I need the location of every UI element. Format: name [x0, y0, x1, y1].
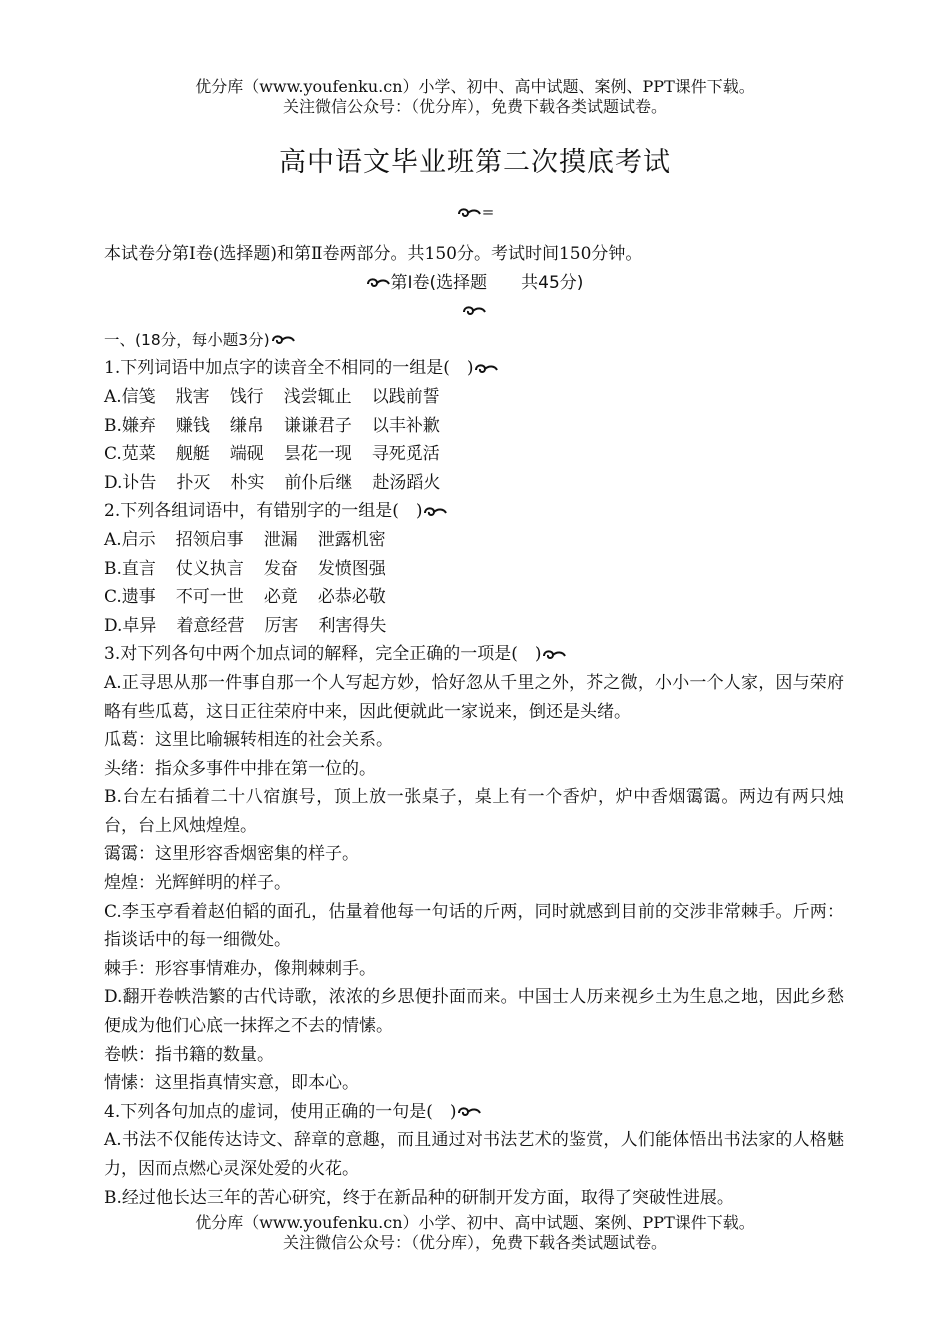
- question-4-stem-text: 4.下列各句加点的虚词，使用正确的一句是( ): [104, 1101, 457, 1122]
- question-1-stem: [104, 354, 844, 383]
- q2-option-c: [104, 583, 844, 612]
- footer-line-2: 关注微信公众号：（优分库），免费下载各类试题试卷。: [282, 1233, 667, 1252]
- q1-option-b: [104, 412, 844, 441]
- q4-option-b: B.经过他长达三年的苦心研究，终于在新品种的研制开发方面，取得了突破性进展。: [104, 1187, 734, 1208]
- header-line-1: 优分库（www.youfenku.cn）小学、初中、高中试题、案例、PPT课件下载。: [195, 77, 755, 96]
- q1-option-c: [104, 440, 844, 469]
- option-word: 必恭必敬: [317, 587, 386, 608]
- header-line-2: 关注微信公众号：（优分库），免费下载各类试题试卷。: [282, 97, 667, 116]
- q1-option-d: [104, 469, 844, 498]
- option-word: 厉害: [264, 615, 299, 636]
- option-word: 昙花一现: [283, 444, 352, 465]
- option-word: 端砚: [229, 444, 264, 465]
- q3-option-b: B.台左右插着二十八宿旗号，顶上放一张桌子，桌上有一个香炉，炉中香烟霭霭。两边有两只烛台，台上风烛煌煌。: [104, 787, 844, 836]
- q3-option-a: A.正寻思从那一件事自那一个人写起方妙，恰好忽从千里之外，芥之微，小小一个人家，因与荣府略有些瓜葛，这日正往荣府中来，因此便就此一家说来，倒还是头绪。: [104, 672, 844, 722]
- option-word: 朴实: [230, 472, 265, 493]
- exam-body: [104, 240, 844, 1212]
- swirl-icon: [461, 304, 487, 318]
- option-word: 仗义执言: [175, 558, 244, 579]
- q3-note-a2: 头绪：指众多事件中排在第一位的。: [104, 758, 376, 779]
- q3-note-d2: 情愫：这里指真情实意，即本心。: [104, 1073, 359, 1094]
- option-word: A.启示: [104, 529, 156, 550]
- option-word: 赚钱: [175, 415, 210, 436]
- option-word: 寻死觅活: [371, 444, 440, 465]
- section-1-heading: [104, 326, 844, 355]
- option-word: 戕害: [175, 386, 210, 407]
- option-word: 发愤图强: [317, 558, 386, 579]
- option-word: 谦谦君子: [283, 415, 352, 436]
- section-1-heading-text: 一、(18分，每小题3分): [104, 330, 270, 349]
- option-word: B.直言: [104, 558, 156, 579]
- option-word: 必竟: [263, 587, 298, 608]
- q4-option-a: A.书法不仅能传达诗文、辞章的意趣，而且通过对书法艺术的鉴赏，人们能体悟出书法家的人格魅力，因而点燃心灵深处爱的火花。: [104, 1130, 844, 1179]
- question-3-stem: [104, 640, 844, 669]
- q3-note-c1: 棘手：形容事情难办，像荆棘刺手。: [104, 958, 376, 979]
- q3-option-c: C.李玉亭看着赵伯韬的面孔，估量着他每一句话的斤两，同时就感到目前的交涉非常棘手。斤两：指谈话中的每一细微处。: [104, 901, 844, 951]
- option-word: 缣帛: [229, 415, 264, 436]
- ornament-text: =: [481, 203, 495, 221]
- exam-intro: 本试卷分第Ⅰ卷(选择题)和第Ⅱ卷两部分。共150分。考试时间150分钟。: [104, 244, 643, 264]
- option-word: 赴汤蹈火: [372, 472, 441, 493]
- swirl-icon: [456, 1105, 482, 1119]
- question-1-stem-text: 1.下列词语中加点字的读音全不相同的一组是( ): [104, 358, 474, 379]
- page-title: 高中语文毕业班第二次摸底考试: [279, 147, 671, 178]
- footer-line-1: 优分库（www.youfenku.cn）小学、初中、高中试题、案例、PPT课件下载。: [195, 1213, 755, 1232]
- question-2-stem: [104, 497, 844, 526]
- q2-option-d: [104, 612, 844, 641]
- q3-note-b1: 霭霭：这里形容香烟密集的样子。: [104, 844, 359, 865]
- option-word: 扑灭: [176, 472, 211, 493]
- option-word: C.遗事: [104, 587, 156, 608]
- option-word: 饯行: [229, 386, 264, 407]
- ornament-mark: [0, 203, 950, 221]
- swirl-icon: [270, 333, 296, 347]
- option-word: 不可一世: [175, 587, 244, 608]
- q2-option-a: [104, 526, 844, 555]
- q2-option-b: [104, 555, 844, 584]
- option-word: C.苋菜: [104, 444, 156, 465]
- question-1-options: [104, 383, 844, 497]
- part1-heading-text: 第Ⅰ卷(选择题 共45分): [390, 272, 584, 293]
- swirl-icon: [541, 648, 567, 662]
- swirl-icon: [456, 206, 482, 220]
- option-word: D.讣告: [104, 472, 157, 493]
- option-word: 着意经营: [176, 615, 245, 636]
- question-2-stem-text: 2.下列各组词语中，有错别字的一组是( ): [104, 501, 423, 522]
- option-word: B.嫌弃: [104, 415, 156, 436]
- option-word: 浅尝辄止: [283, 386, 352, 407]
- ornament-row: [104, 297, 844, 326]
- swirl-icon: [422, 505, 448, 519]
- option-word: 利害得失: [318, 615, 387, 636]
- swirl-icon: [365, 276, 391, 290]
- q3-note-d1: 卷帙：指书籍的数量。: [104, 1044, 274, 1065]
- option-word: 发奋: [263, 558, 298, 579]
- question-2-options: [104, 526, 844, 640]
- option-word: 舰艇: [175, 444, 210, 465]
- option-word: A.信笺: [104, 386, 156, 407]
- option-word: 泄露机密: [317, 529, 386, 550]
- part1-heading: [104, 269, 844, 298]
- question-4-stem: [104, 1098, 844, 1127]
- q3-note-a1: 瓜葛：这里比喻辗转相连的社会关系。: [104, 730, 393, 751]
- option-word: 泄漏: [263, 529, 298, 550]
- option-word: 以践前誓: [371, 386, 440, 407]
- q3-option-d: D.翻开卷帙浩繁的古代诗歌，浓浓的乡思便扑面而来。中国士人历来视乡土为生息之地，因此乡愁便成为他们心底一抹挥之不去的情愫。: [104, 987, 844, 1037]
- q3-note-b2: 煌煌：光辉鲜明的样子。: [104, 873, 291, 894]
- q1-option-a: [104, 383, 844, 412]
- option-word: 以丰补歉: [371, 415, 440, 436]
- option-word: 前仆后继: [284, 472, 353, 493]
- option-word: D.卓异: [104, 615, 157, 636]
- swirl-icon: [473, 362, 499, 376]
- question-3-stem-text: 3.对下列各句中两个加点词的解释，完全正确的一项是( ): [104, 644, 542, 665]
- option-word: 招领启事: [175, 529, 244, 550]
